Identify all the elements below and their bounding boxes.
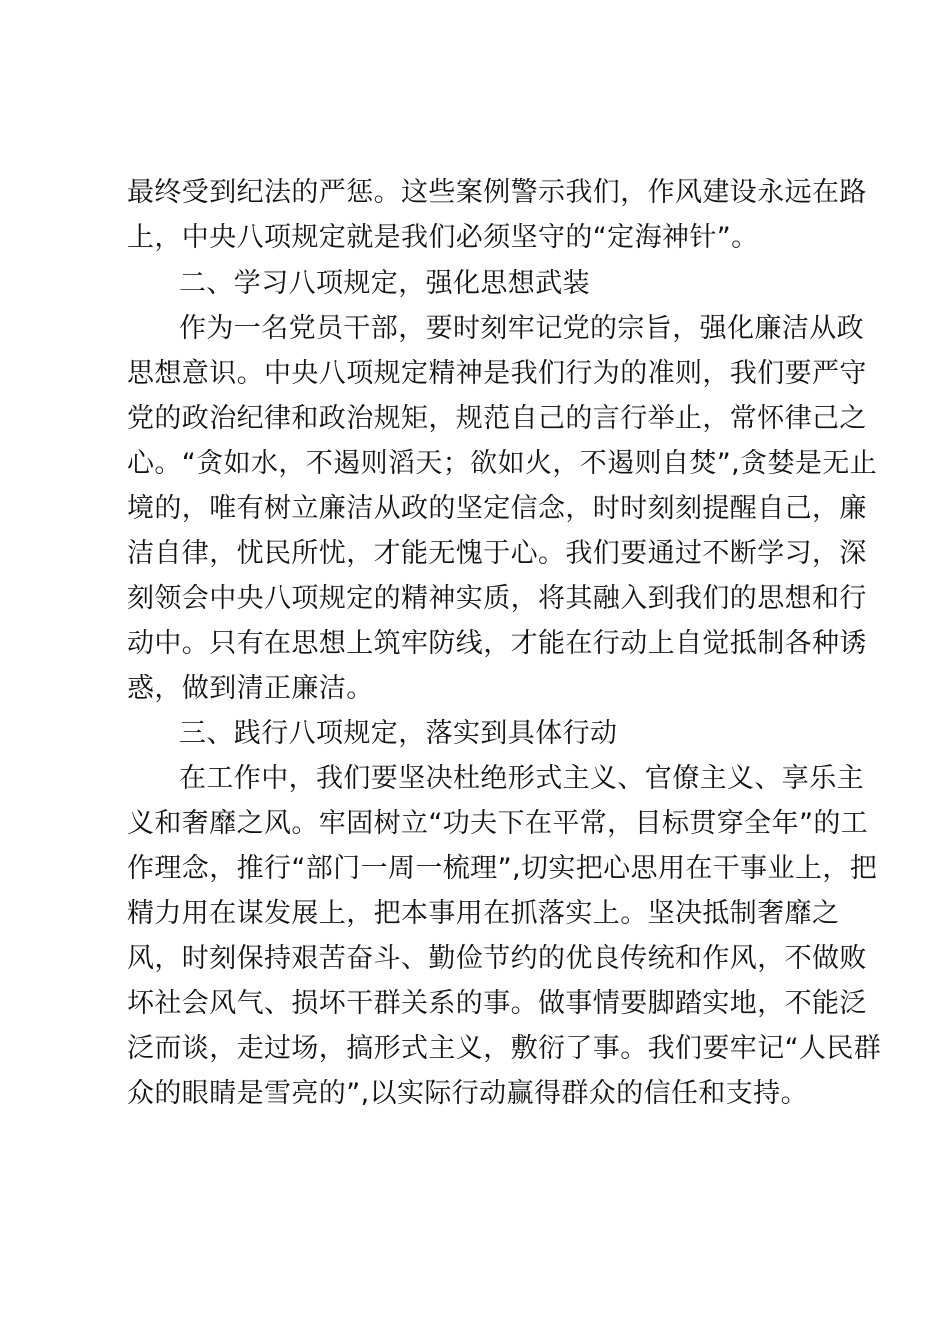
text-line: 洁自律，忧民所忧，才能无愧于心。我们要通过不断学习，深 bbox=[127, 538, 867, 569]
text-line: 众的眼睛是雪亮的”,以实际行动赢得群众的信任和支持。 bbox=[127, 1078, 808, 1109]
text-line: 刻领会中央八项规定的精神实质，将其融入到我们的思想和行 bbox=[127, 583, 867, 614]
text-line: 作理念，推行“部门一周一梳理”,切实把心思用在干事业上，把 bbox=[127, 853, 878, 884]
text-line: 惑，做到清正廉洁。 bbox=[127, 673, 374, 704]
section-heading: 二、学习八项规定，强化思想武装 bbox=[179, 268, 590, 299]
text-line: 党的政治纪律和政治规矩，规范自己的言行举止，常怀律己之 bbox=[127, 403, 867, 434]
text-line: 思想意识。中央八项规定精神是我们行为的准则，我们要严守 bbox=[127, 358, 867, 389]
text-line: 心。“贪如水，不遏则滔天；欲如火，不遏则自焚”,贪婪是无止 bbox=[127, 448, 878, 479]
text-line: 泛而谈，走过场，搞形式主义，敷衍了事。我们要牢记“人民群 bbox=[127, 1033, 882, 1064]
text-line: 风，时刻保持艰苦奋斗、勤俭节约的优良传统和作风，不做败 bbox=[127, 943, 867, 974]
text-line: 义和奢靡之风。牢固树立“功夫下在平常，目标贯穿全年”的工 bbox=[127, 808, 869, 839]
text-line: 上，中央八项规定就是我们必须坚守的“定海神针”。 bbox=[127, 222, 759, 253]
text-line: 最终受到纪法的严惩。这些案例警示我们，作风建设永远在路 bbox=[127, 177, 867, 208]
text-line: 坏社会风气、损坏干群关系的事。做事情要脚踏实地，不能泛 bbox=[127, 988, 867, 1019]
text-line: 在工作中，我们要坚决杜绝形式主义、官僚主义、享乐主 bbox=[179, 763, 864, 794]
text-line: 动中。只有在思想上筑牢防线，才能在行动上自觉抵制各种诱 bbox=[127, 628, 867, 659]
text-line: 作为一名党员干部，要时刻牢记党的宗旨，强化廉洁从政 bbox=[179, 313, 864, 344]
text-line: 境的，唯有树立廉洁从政的坚定信念，时时刻刻提醒自己，廉 bbox=[127, 493, 867, 524]
text-line: 精力用在谋发展上，把本事用在抓落实上。坚决抵制奢靡之 bbox=[127, 898, 840, 929]
section-heading: 三、践行八项规定，落实到具体行动 bbox=[179, 718, 618, 749]
